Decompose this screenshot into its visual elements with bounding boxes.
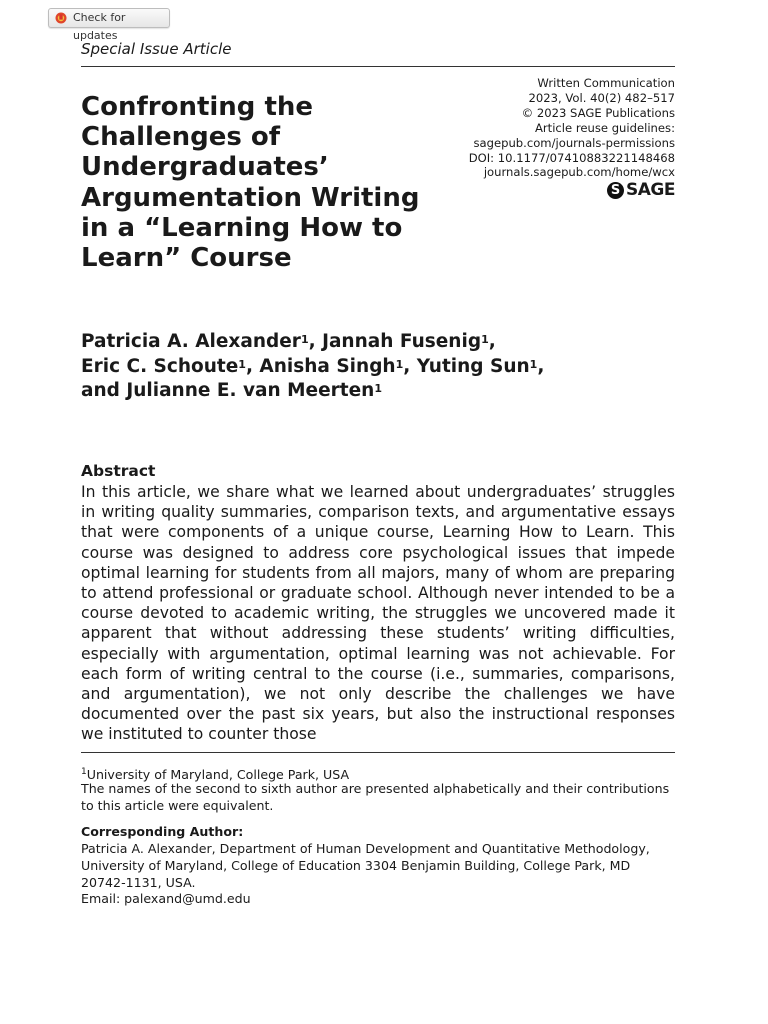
affiliation-mark: 1 — [238, 357, 246, 371]
journal-volume: 2023, Vol. 40(2) 482–517 — [528, 90, 675, 105]
affiliation-mark: 1 — [300, 333, 309, 346]
permissions-link[interactable]: sagepub.com/journals-permissions — [473, 135, 675, 150]
author-name: Patricia A. Alexander — [81, 331, 301, 352]
author-name: Yuting Sun — [416, 355, 530, 377]
affiliation-mark: 1 — [374, 382, 382, 395]
title-line: in a “Learning How to — [81, 212, 403, 243]
check-for-updates-button[interactable] — [48, 8, 170, 42]
author-name: and Julianne E. van Meerten — [81, 380, 375, 401]
corresponding-line: Patricia A. Alexander, Department of Human Development and Quantitative Methodology, — [81, 841, 650, 856]
sage-logo-text: SAGE — [626, 180, 675, 200]
copyright-line: © 2023 SAGE Publications — [521, 105, 675, 120]
article-type-label: Special Issue Article — [81, 40, 232, 58]
journal-name: Written Communication — [537, 76, 675, 90]
update-badge-icon — [55, 12, 67, 24]
doi-link[interactable]: DOI: 10.1177/07410883221148468 — [468, 150, 675, 165]
check-for-updates-label: Check for updates — [73, 11, 126, 42]
abstract-heading: Abstract — [81, 462, 156, 480]
journal-info — [469, 76, 675, 180]
corresponding-author-details — [81, 841, 681, 908]
article-title — [81, 92, 461, 273]
affiliation-text: University of Maryland, College Park, USA — [86, 767, 350, 783]
author-line: Patricia A. Alexander$^1$, Jannah Fusenig$^1$, — [81, 331, 496, 352]
title-line: Confronting the — [81, 92, 314, 122]
author-order-note: The names of the second to sixth author are presented alphabetically and their contributions to this article were equivalent. — [81, 781, 670, 813]
author-name: Anisha Singh — [259, 355, 396, 377]
header-divider — [81, 66, 675, 67]
title-line: Challenges of — [81, 122, 281, 153]
author-line — [81, 379, 681, 404]
corresponding-line: 20742-1131, USA. — [81, 874, 196, 890]
affiliation-mark: 1 — [81, 767, 87, 777]
title-line: Argumentation Writing — [81, 182, 420, 213]
author-name: Eric C. Schoute — [81, 355, 239, 377]
corresponding-author-heading: Corresponding Author: — [81, 824, 244, 839]
corresponding-email[interactable]: Email: palexand@umd.edu — [81, 891, 251, 907]
author-name: Jannah Fusenig — [322, 331, 482, 352]
sage-logo-icon: S — [607, 182, 624, 199]
title-line: Undergraduates’ — [81, 152, 329, 183]
author-line: Eric C. Schoute$^1$, Anisha Singh$^1$, Yuting Sun$^1$, — [81, 355, 545, 377]
reuse-guidelines-label: Article reuse guidelines: — [534, 120, 675, 135]
affiliation-mark: 1 — [395, 357, 404, 371]
title-line: Learn” Course — [81, 243, 292, 274]
journal-home-link[interactable]: journals.sagepub.com/home/wcx — [483, 165, 675, 180]
footnote-divider — [81, 752, 675, 753]
abstract-text: In this article, we share what we learned about undergraduates’ struggles in writing quality summaries, comparison texts, and argumentative essays that were components of a unique course, Learning How to Learn. This course was designed to address core psychological issues that impede optimal learning for students from all majors, many of whom are preparing to attend professional or graduate school. Although never intended to be a course devoted to academic writing, the struggles we uncovered made it apparent that without addressing these students’ writing difficulties, especially with argumentation, optimal learning was not achievable. For each form of writing central to the course (i.e., summaries, comparisons, and argumentation), we not only describe the challenges we have documented over the past six years, but also the instructional responses we instituted to counter those — [81, 483, 675, 744]
author-list — [81, 330, 681, 404]
affiliation-mark: 1 — [529, 357, 538, 371]
affiliation-mark: 1 — [481, 333, 489, 346]
corresponding-line: University of Maryland, College of Education 3304 Benjamin Building, College Park, MD — [81, 857, 631, 873]
sage-logo — [607, 181, 675, 199]
